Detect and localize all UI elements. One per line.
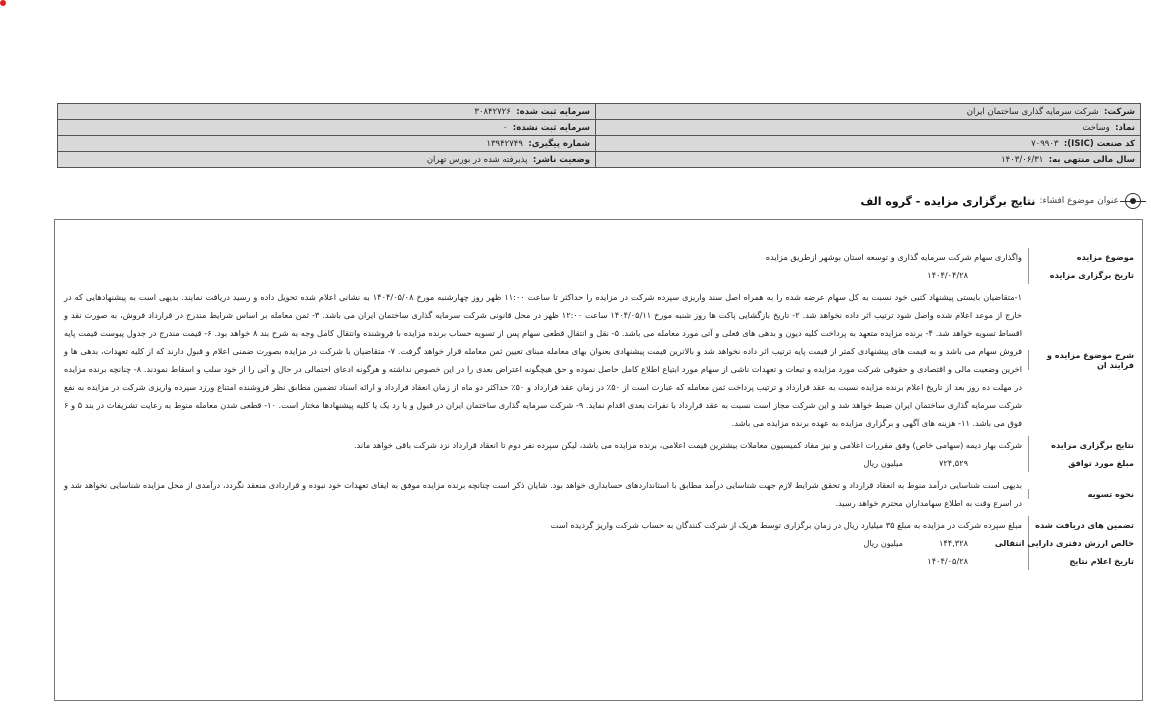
symbol-cell: نماد: وساخت — [596, 120, 1141, 136]
date-label: تاریخ برگزاری مزایده — [1028, 266, 1138, 284]
guarantee-label: تضمین های دریافت شده — [1028, 516, 1138, 534]
isic-cell: کد صنعت (ISIC): ۷۰۹۹۰۳ — [596, 136, 1141, 152]
date-value: ۱۴۰۴/۰۴/۲۸ — [927, 270, 968, 280]
netbook-line — [58, 534, 1028, 552]
netbook-unit: میلیون ریال — [863, 538, 903, 548]
subject-label: موضوع مزایده — [1028, 248, 1138, 266]
section-heading — [861, 193, 1141, 209]
details-panel — [54, 219, 1143, 701]
settlement-label: نحوه تسویه — [1028, 489, 1138, 499]
fiscal-year-cell: سال مالی منتهی به: ۱۴۰۳/۰۶/۳۱ — [596, 152, 1141, 168]
announce-label: تاریخ اعلام نتایج — [1028, 552, 1138, 570]
subject-value: واگذاری سهام شرکت سرمایه گذاری و توسعه استان بوشهر ازطریق مزایده — [765, 252, 1022, 262]
company-cell: شرکت: شرکت سرمایه گذاری ساختمان ایران — [596, 104, 1141, 120]
amount-line — [58, 454, 1028, 472]
results-value: شرکت بهار دیمه (سهامی خاص) وفق مقررات اعلامی و نیز مفاد کمیسیون معاملات بیشترین قیمت اعلامی، برنده مزایده می باشد، لیکن سپرده نفر دوم تا انعقاد قرارداد نزد شرکت باقی خواهد ماند. — [354, 440, 1022, 450]
unregistered-capital-cell: سرمایه ثبت نشده: ۰ — [58, 120, 596, 136]
netbook-label: خالص ارزش دفتری دارایی انتقالی — [1028, 534, 1138, 552]
record-indicator-dot — [0, 0, 6, 6]
amount-value: ۷۲۴,۵۲۹ — [939, 458, 968, 468]
section-label: عنوان موضوع افشاء: — [1039, 196, 1119, 206]
publisher-status-cell: وضعیت ناشر: پذیرفته شده در بورس تهران — [58, 152, 596, 168]
registered-capital-cell: سرمایه ثبت شده: ۳۰۸۴۲۷۲۶ — [58, 104, 596, 120]
settlement-value: بدیهی است شناسایی درآمد منوط به انعقاد قرارداد و تحقق شرایط لازم جهت شناسایی درآمد مطابق با استانداردهای حسابداری خواهد بود. شایان ذکر است چنانچه برنده مزایده موفق به ایفای تعهدات خود نبوده و قراردادی منعقد نگردد، درآمدی از محل مزایده شناسایی نخواهد شد و در اسرع وقت به اطلاع سهامداران محترم خواهد رسید. — [64, 480, 1022, 508]
company-info-table — [57, 103, 1141, 168]
amount-unit: میلیون ریال — [863, 458, 903, 468]
target-icon — [1125, 193, 1141, 209]
description-label: شرح موضوع مزایده و فرایند ان — [1028, 350, 1138, 370]
amount-label: مبلغ مورد توافق — [1028, 454, 1138, 472]
section-title: نتایج برگزاری مزایده - گروه الف — [860, 194, 1036, 208]
description-value: ۱-متقاضیان بایستی پیشنهاد کتبی خود نسبت به کل سهام عرضه شده را به همراه اصل سند واریزی سپرده شرکت در مزایده را حداکثر تا ساعت ۱۱:۰۰ ظهر روز چهارشنبه مورخ ۱۴۰۴/۰۵/۰۸ به نشانی اعلام شده تحویل داده و رسید دریافت نمایند. بدیهی است به پیشنهادهایی که در خارج از موعد اعلام شده واصل شود ترتیب اثر داده نخواهد شد. ۲- تاریخ بازگشایی پاکت ها روز شنبه مورخ ۱۴۰۴/۰۵/۱۱ ساعت ۱۲:۰۰ ظهر در محل قانونی شرکت سرمایه گذاری ساختمان ایران می باشد. ۳- ثمن معامله بر اساس شرایط مندرج در قرارداد فروش، به صورت نقد و اقساط تسویه خواهد شد. ۴- برنده مزایده متعهد به پرداخت کلیه دیون و بدهی های فعلی و آتی مورد معامله می باشد. ۵- نقل و انتقال قطعی سهام پس از تسویه حساب برنده مزایده با فروشنده وانتقال کامل وجه به شرح بند ۸ خواهد بود. ۶- قیمت مندرج در جدول پیوست قیمت پایه فروش سهام می باشد و به قیمت های پیشنهادی کمتر از قیمت پایه ترتیب اثر داده نخواهد شد و بالاترین قیمت پیشنهادی بعنوان بهای معامله مبنای تعیین ثمن معامله قرار خواهد گرفت. ۷- متقاضیان با شرکت در مزایده بصورت ضمنی اعلام و قبول دارند که از کلیه تعهدات، بدهی ها و اخرین وضعیت مالی و اقتصادی و حقوقی شرکت مورد مزایده و تبعات و تعهدات ناشی از سهام مورد ابتیاع اطلاع کامل حاصل نموده و حق هیچگونه اعتراض بعدی را در این خصوص نداشته و هرگونه ادعای احتمالی در حال و آتی را از خود سلب و اسقاط نمودند. ۸- چنانچه برنده مزایده در مهلت ده روز بعد از تاریخ اعلام برنده مزایده نسبت به عقد قرارداد و ترتیب پرداخت ثمن معامله که عبارت است از ۵۰٪ در زمان عقد قرارداد و ۵۰٪ حداکثر دو ماه از زمان انعقاد قرارداد و ارائه اسناد تضمین مطابق نظر فروشنده امتناع ورزد سپرده واریزی شرکت در مزایده به نفع شرکت سرمایه گذاری ساختمان ایران ضبط خواهد شد و این شرکت مجاز است نسبت به عقد قرارداد با نفرات بعدی اقدام نماید. ۹- شرکت سرمایه گذاری ساختمان ایران در قبول و یا رد یک یا کلیه پیشنهادها مختار است. ۱۰- قطعی شدن معامله منوط به رعایت تشریفات در بند ۵ و ۶ فوق می باشد. ۱۱- هزینه های آگهی و برگزاری مزایده به عهده برنده مزایده می باشد. — [64, 292, 1023, 428]
netbook-value: ۱۴۴,۳۲۸ — [939, 538, 968, 548]
results-label: نتایج برگزاری مزایده — [1028, 436, 1138, 454]
guarantee-value: مبلغ سپرده شرکت در مزایده به مبلغ ۳۵ میلیارد ریال در زمان برگزاری توسط هریک از شرکت کنندگان به حساب شرکت واریز گردیده است — [550, 520, 1022, 530]
tracking-cell: شماره پیگیری: ۱۳۹۴۲۷۴۹ — [58, 136, 596, 152]
announce-value: ۱۴۰۴/۰۵/۲۸ — [927, 556, 968, 566]
